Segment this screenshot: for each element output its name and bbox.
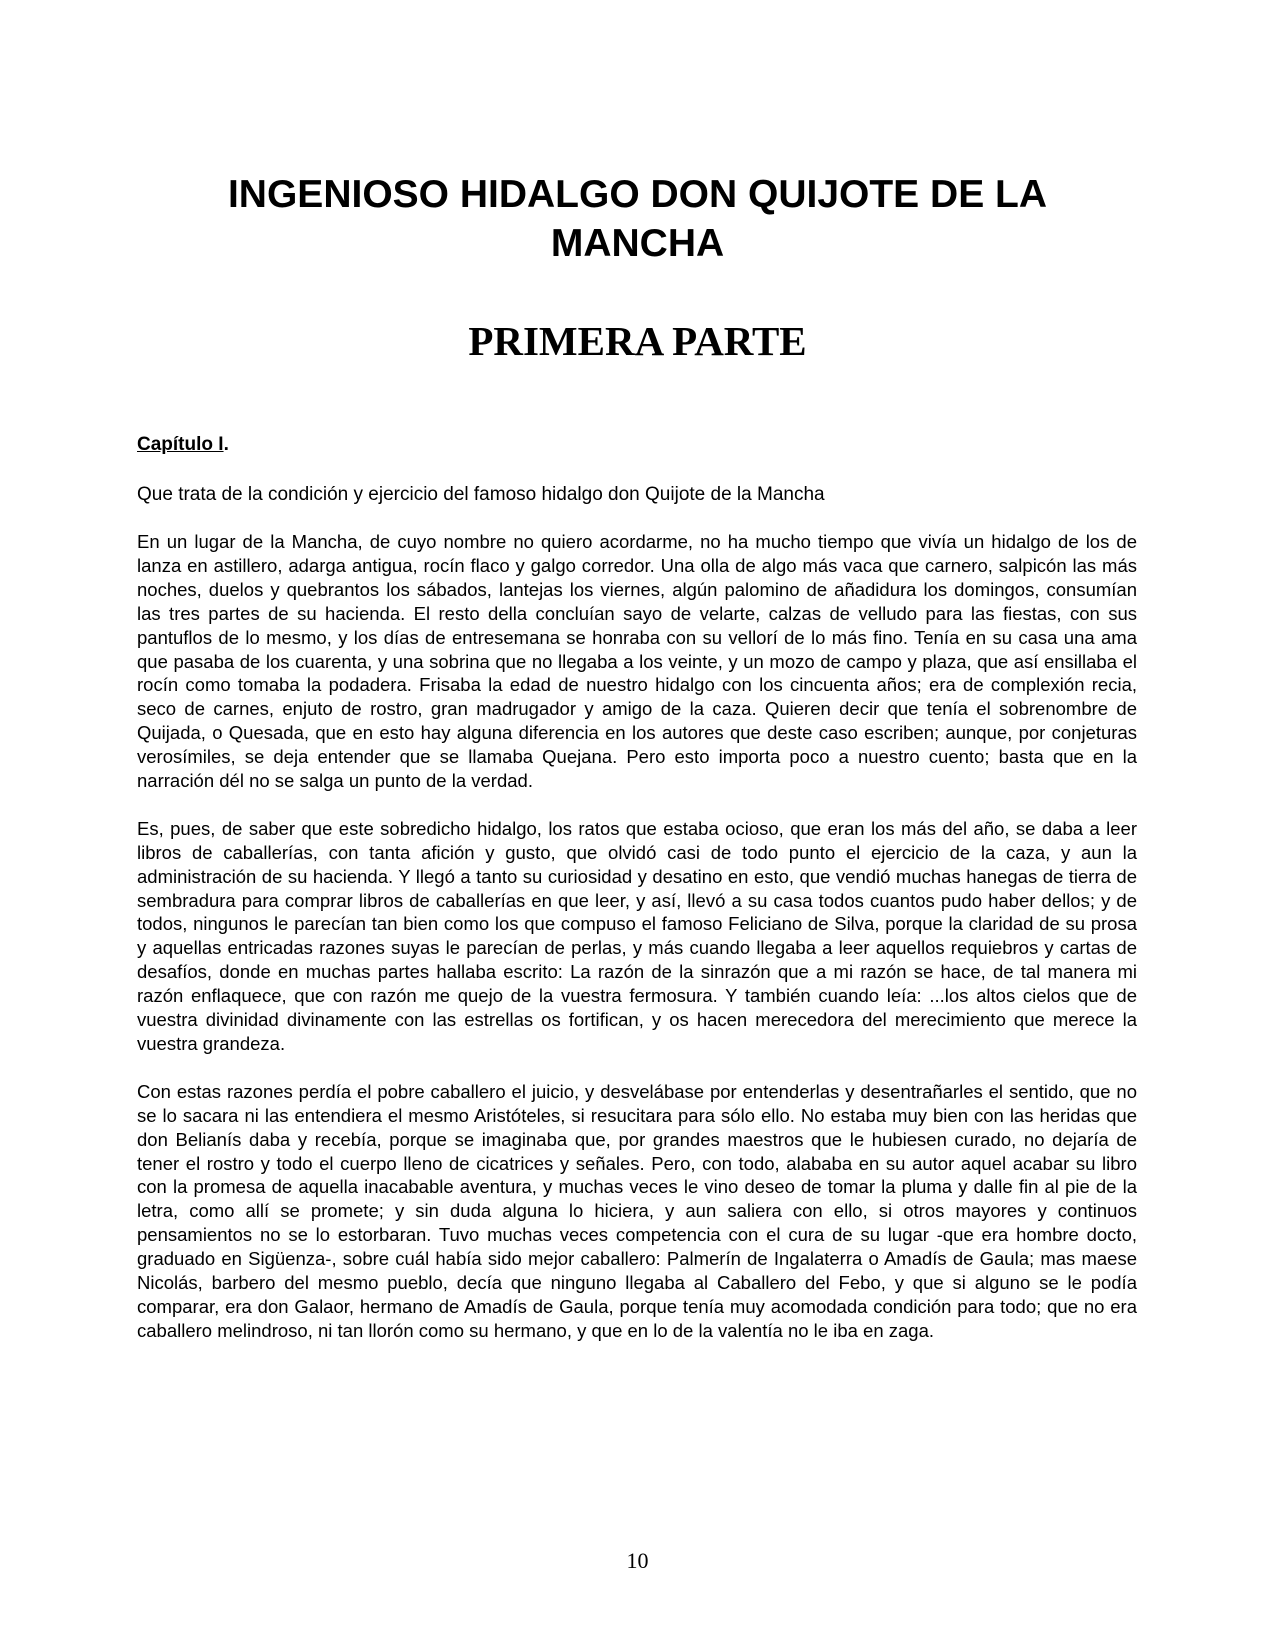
- body-paragraph: Es, pues, de saber que este sobredicho hidalgo, los ratos que estaba ocioso, que eran los más del año, se daba a leer libros de caballerías, con tanta afición y gusto, que olvidó casi de todo punto el ejercicio de la caza, y aun la administración de su hacienda. Y llegó a tanto su curiosidad y desatino en esto, que vendió muchas hanegas de tierra de sembradura para comprar libros de caballerías en que leer, y así, llevó a su casa todos cuantos pudo haber dellos; y de todos, ningunos le parecían tan bien como los que compuso el famoso Feliciano de Silva, porque la claridad de su prosa y aquellas entricadas razones suyas le parecían de perlas, y más cuando llegaba a leer aquellos requiebros y cartas de desafíos, donde en muchas partes hallaba escrito: La razón de la sinrazón que a mi razón se hace, de tal manera mi razón enflaquece, que con razón me quejo de la vuestra fermosura. Y también cuando leía: ...los altos cielos que de vuestra divinidad divinamente con las estrellas os fortifican, y os hacen merecedora del merecimiento que merece la vuestra grandeza.: [137, 817, 1137, 1055]
- book-title: INGENIOSO HIDALGO DON QUIJOTE DE LA MANCHA: [227, 173, 1048, 265]
- chapter-label: Capítulo I: [137, 434, 224, 455]
- page-number: 10: [626, 1548, 649, 1573]
- part-title: PRIMERA PARTE: [468, 318, 807, 364]
- body-paragraph: Con estas razones perdía el pobre caballero el juicio, y desvelábase por entenderlas y desentrañarles el sentido, que no se lo sacara ni las entendiera el mesmo Aristóteles, si resucitara para sólo ello. No estaba muy bien con las heridas que don Belianís daba y recebía, porque se imaginaba que, por grandes maestros que le hubiesen curado, no dejaría de tener el rostro y todo el cuerpo lleno de cicatrices y señales. Pero, con todo, alababa en su autor aquel acabar su libro con la promesa de aquella inacabable aventura, y muchas veces le vino deseo de tomar la pluma y dalle fin al pie de la letra, como allí se promete; y sin duda alguna lo hiciera, y aun saliera con ello, si otros mayores y continuos pensamientos no se lo estorbaran. Tuvo muchas veces competencia con el cura de su lugar -que era hombre docto, graduado en Sigüenza-, sobre cuál había sido mejor caballero: Palmerín de Ingalaterra o Amadís de Gaula; mas maese Nicolás, barbero del mesmo pueblo, decía que ninguno llegaba al Caballero del Febo, y que si alguno se le podía comparar, era don Galaor, hermano de Amadís de Gaula, porque tenía muy acomodada condición para todo; que no era caballero melindroso, ni tan llorón como su hermano, y que en lo de la valentía no le iba en zaga.: [137, 1080, 1137, 1341]
- chapter-label-suffix: .: [223, 434, 229, 455]
- chapter-body: [137, 530, 1137, 1367]
- body-paragraph: En un lugar de la Mancha, de cuyo nombre no quiero acordarme, no ha mucho tiempo que vivía un hidalgo de los de lanza en astillero, adarga antigua, rocín flaco y galgo corredor. Una olla de algo más vaca que carnero, salpicón las más noches, duelos y quebrantos los sábados, lantejas los viernes, algún palomino de añadidura los domingos, consumían las tres partes de su hacienda. El resto della concluían sayo de velarte, calzas de velludo para las fiestas, con sus pantuflos de lo mesmo, y los días de entresemana se honraba con su vellorí de lo más fino. Tenía en su casa una ama que pasaba de los cuarenta, y una sobrina que no llegaba a los veinte, y un mozo de campo y plaza, que así ensillaba el rocín como tomaba la podadera. Frisaba la edad de nuestro hidalgo con los cincuenta años; era de complexión recia, seco de carnes, enjuto de rostro, gran madrugador y amigo de la caza. Quieren decir que tenía el sobrenombre de Quijada, o Quesada, que en esto hay alguna diferencia en los autores que deste caso escriben; aunque, por conjeturas verosímiles, se deja entender que se llamaba Quejana. Pero esto importa poco a nuestro cuento; basta que en la narración dél no se salga un punto de la verdad.: [137, 531, 1137, 792]
- chapter-heading: [137, 433, 229, 457]
- chapter-subtitle: Que trata de la condición y ejercicio del famoso hidalgo don Quijote de la Mancha: [137, 484, 825, 505]
